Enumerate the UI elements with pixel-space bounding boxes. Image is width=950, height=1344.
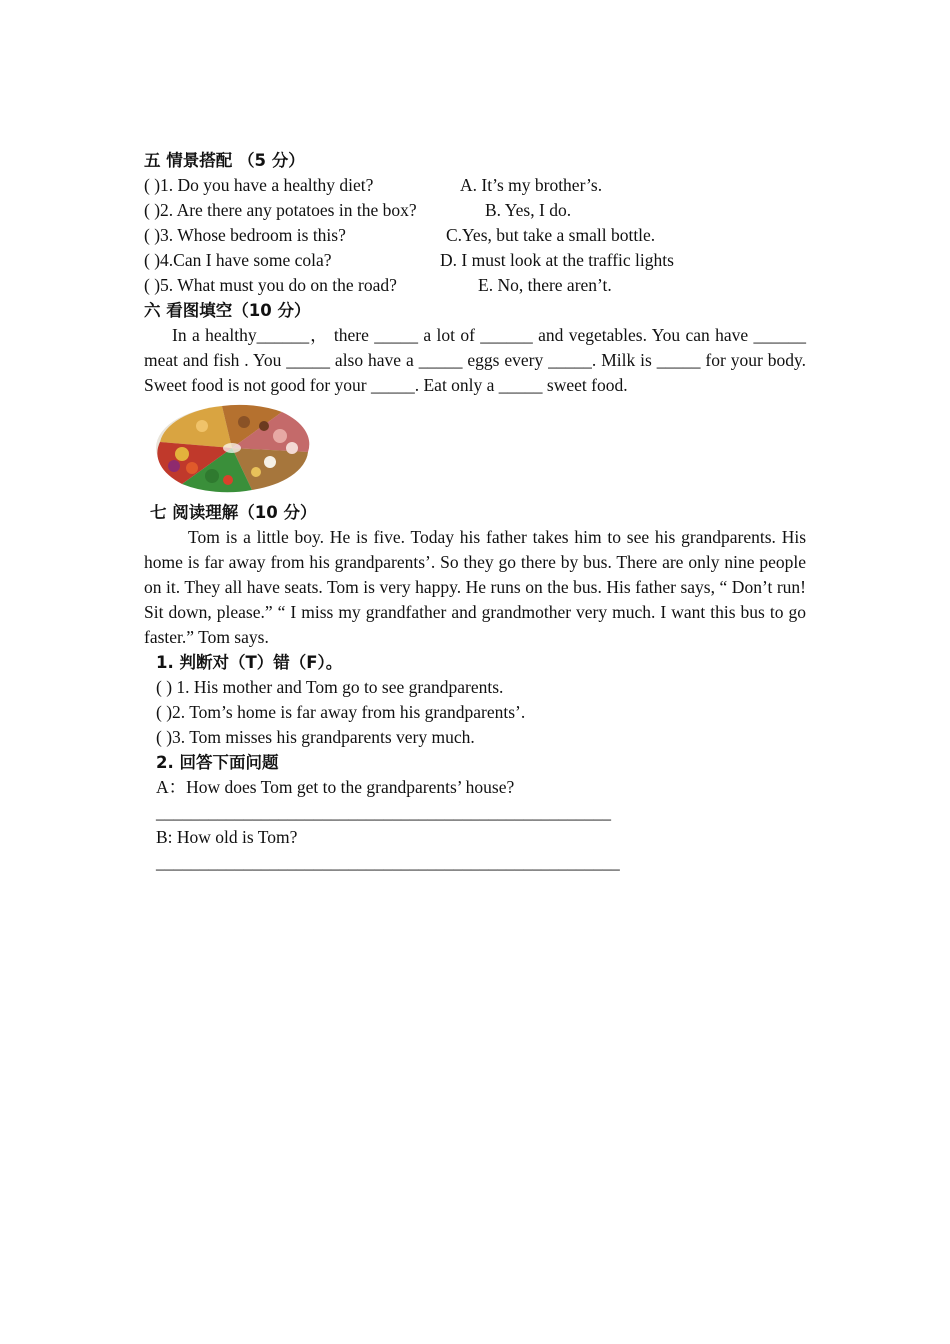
answer-line-b[interactable]: _____________________________________________________: [156, 852, 620, 872]
true-false-title: 1. 判断对（T）错（F）。: [156, 653, 343, 672]
tf-item-2: ( )2. Tom’s home is far away from his grandparents’.: [156, 702, 526, 722]
section7-title: 七 阅读理解（10 分）: [150, 503, 317, 522]
match-answer-e: E. No, there aren’t.: [478, 275, 612, 295]
food-plate-picture: [152, 402, 312, 494]
match-question-5: ( )5. What must you do on the road?: [144, 275, 397, 295]
tf-item-3: ( )3. Tom misses his grandparents very much.: [156, 727, 475, 747]
tf-item-1: ( ) 1. His mother and Tom go to see grandparents.: [156, 677, 504, 697]
match-answer-b: B. Yes, I do.: [485, 200, 572, 220]
food-plate-image: [144, 400, 806, 500]
match-answer-d: D. I must look at the traffic lights: [440, 250, 674, 270]
match-row-5: [144, 273, 806, 298]
match-row-4: [144, 248, 806, 273]
section6-title: 六 看图填空（10 分）: [144, 301, 311, 320]
section5-title: 五 情景搭配 （5 分）: [144, 151, 305, 170]
match-answer-a: A. It’s my brother’s.: [460, 175, 603, 195]
worksheet: [144, 148, 806, 875]
question-a: A：How does Tom get to the grandparents’ house?: [156, 777, 515, 797]
reading-passage: Tom is a little boy. He is five. Today his father takes him to see his grandparents. His home is far away from his grandparents’. So they go there by bus. There are only nine people on it. They all have seats. Tom is very happy. He runs on the bus. His father says, “ Don’t run! Sit down, please.” “ I miss my grandfather and grandmother very much. I want this bus to go faster.” Tom says.: [144, 527, 806, 647]
match-question-2: ( )2. Are there any potatoes in the box?: [144, 200, 417, 220]
match-question-4: ( )4.Can I have some cola?: [144, 250, 332, 270]
fill-blank-paragraph: In a healthy______， there _____ a lot of ______ and vegetables. You can have ______ meat and fish . You _____ also have a _____ eggs every _____. Milk is _____ for your body. Sweet food is not good for your _____. Eat only a _____ sweet food.: [144, 325, 806, 395]
match-answer-c: C.Yes, but take a small bottle.: [446, 225, 656, 245]
match-row-1: [144, 173, 806, 198]
match-row-3: [144, 223, 806, 248]
answer-questions-title: 2. 回答下面问题: [156, 753, 279, 772]
match-question-1: ( )1. Do you have a healthy diet?: [144, 175, 374, 195]
answer-line-a[interactable]: ____________________________________________________: [156, 802, 611, 822]
match-row-2: [144, 198, 806, 223]
question-b: B: How old is Tom?: [156, 827, 298, 847]
match-question-3: ( )3. Whose bedroom is this?: [144, 225, 346, 245]
